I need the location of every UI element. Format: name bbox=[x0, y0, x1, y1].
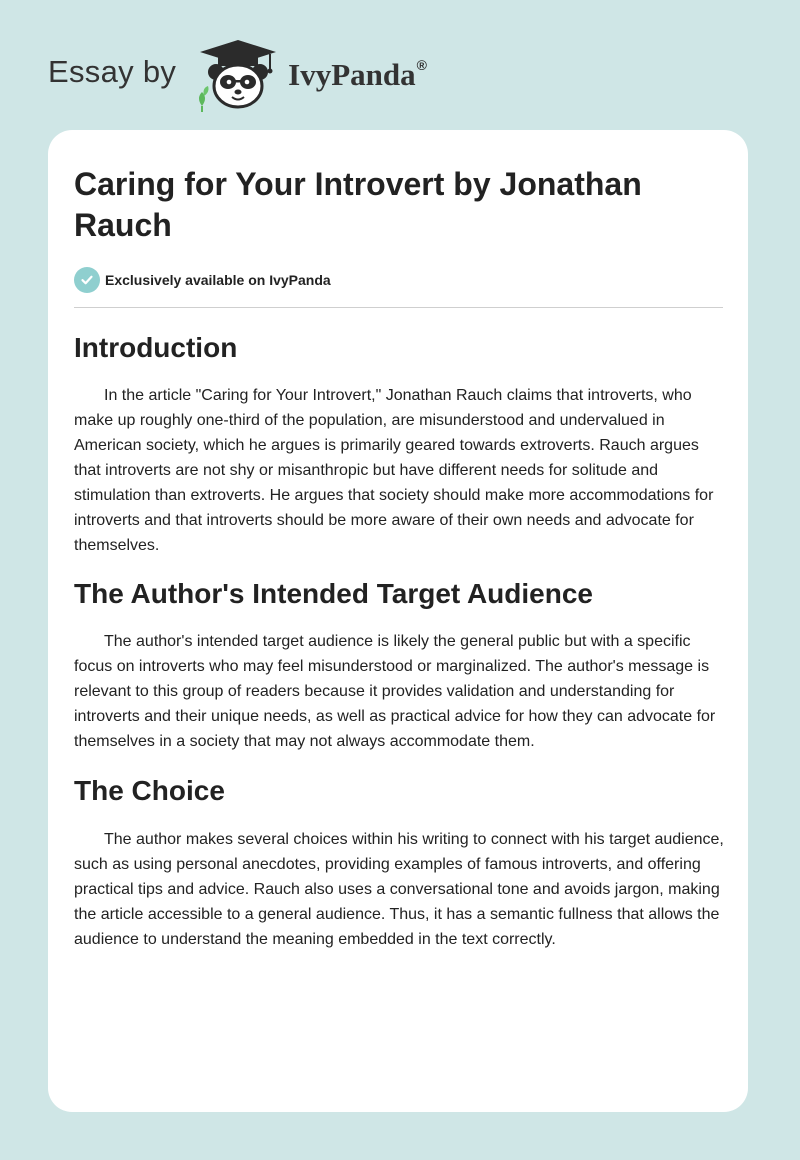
section-body-the-choice: The author makes several choices within his writing to connect with his target audience, such as using personal anecdotes, providing examples of famous introverts, and offering practical tips and advice. Rauch also uses a conversational tone and avoids jargon, making the article accessible to a general audience. Thus, it has a semantic fullness that allows the audience to understand the meaning embedded in the text correctly. bbox=[74, 831, 724, 948]
exclusive-badge bbox=[74, 267, 724, 293]
site-header bbox=[48, 36, 427, 112]
page-title: Caring for Your Introvert by Jonathan Rauch bbox=[74, 166, 642, 243]
essay-card bbox=[48, 130, 748, 1112]
panda-graduate-icon bbox=[194, 36, 282, 112]
essay-content bbox=[74, 164, 724, 952]
exclusive-label: Exclusively available on IvyPanda bbox=[105, 272, 331, 288]
section-heading-target-audience: The Author's Intended Target Audience bbox=[74, 578, 593, 609]
brand-name bbox=[288, 57, 427, 93]
brand-name-text: IvyPanda bbox=[288, 57, 416, 92]
registered-mark: ® bbox=[416, 56, 427, 73]
essay-by-label: Essay by bbox=[48, 54, 177, 89]
checkmark-icon bbox=[74, 267, 100, 293]
section-body-introduction: In the article "Caring for Your Introvert," Jonathan Rauch claims that introverts, who make up roughly one-third of the population, are misunderstood and undervalued in American society, which he argues is primarily geared towards extroverts. Rauch argues that introverts are not shy or misanthropic but have different needs for solitude and stimulation than extroverts. He argues that society should make more accommodations for introverts and that introverts should be more aware of their own needs and advocate for themselves. bbox=[74, 387, 714, 554]
section-heading-the-choice: The Choice bbox=[74, 775, 225, 806]
divider bbox=[74, 307, 723, 308]
section-body-target-audience: The author's intended target audience is likely the general public but with a specific focus on introverts who may feel misunderstood or marginalized. The author's message is relevant to this group of readers because it provides validation and understanding for introverts and their unique needs, as well as practical advice for how they can advocate for themselves in a society that may not always accommodate them. bbox=[74, 633, 716, 750]
section-heading-introduction: Introduction bbox=[74, 332, 238, 363]
